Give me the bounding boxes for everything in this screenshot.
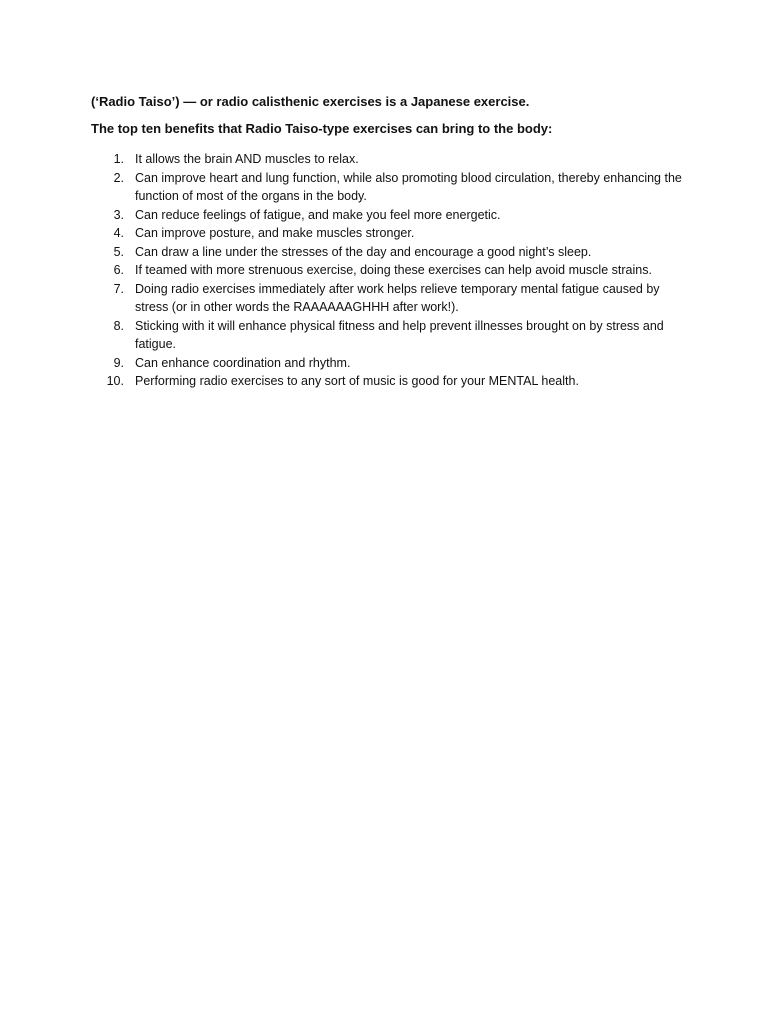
list-item [91,169,691,206]
benefits-list [91,150,691,391]
list-item-text: It allows the brain AND muscles to relax. [135,152,359,166]
list-item [91,224,691,243]
list-item-number: 2. [113,170,124,185]
list-item [91,354,691,373]
list-item [91,243,691,262]
intro-line: (‘Radio Taiso’) — or radio calisthenic exercises is a Japanese exercise. [91,94,530,109]
list-item-text: Doing radio exercises immediately after work helps relieve temporary mental fatigue caused by stress (or in other words the RAAAAAAGHHH after work!). [135,281,660,314]
list-item [91,280,691,317]
list-item-number: 9. [113,355,124,370]
list-item-number: 10. [106,374,124,388]
list-item-text: If teamed with more strenuous exercise, doing these exercises can help avoid muscle strains. [135,263,652,277]
list-item-text: Can enhance coordination and rhythm. [135,355,351,370]
list-item [91,150,691,169]
benefits-heading: The top ten benefits that Radio Taiso-type exercises can bring to the body: [91,121,553,136]
list-item-text: Sticking with it will enhance physical fitness and help prevent illnesses brought on by stress and fatigue. [135,318,664,351]
list-item-text: Performing radio exercises to any sort of music is good for your MENTAL health. [135,374,579,388]
list-item [91,261,691,280]
list-item [91,372,691,391]
list-item-number: 3. [113,207,124,222]
list-item-number: 7. [113,281,124,296]
list-item [91,317,691,354]
list-item-text: Can improve posture, and make muscles stronger. [135,226,415,240]
list-item-text: Can draw a line under the stresses of the day and encourage a good night’s sleep. [135,244,592,259]
list-item-number: 8. [113,318,124,333]
list-item [91,206,691,225]
list-item-number: 4. [113,226,124,240]
list-item-text: Can reduce feelings of fatigue, and make you feel more energetic. [135,207,501,222]
list-item-text: Can improve heart and lung function, while also promoting blood circulation, thereby enhancing the function of most of the organs in the body. [135,170,682,203]
list-item-number: 1. [113,152,124,166]
document-body [91,93,691,391]
list-item-number: 6. [113,263,124,277]
list-item-number: 5. [113,244,124,259]
